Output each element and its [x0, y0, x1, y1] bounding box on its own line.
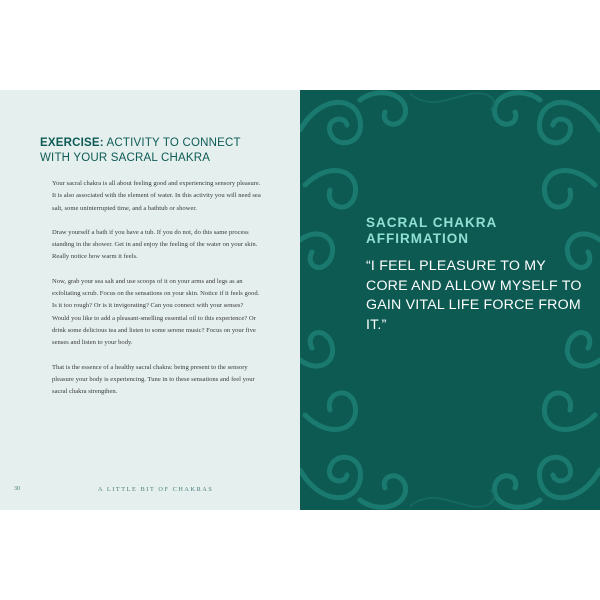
ornament-scroll — [539, 102, 600, 142]
body-paragraph: Now, grab your sea salt and use scoops of it on your arms and legs as an exfoliating scrub. Focus on the sensations on your skin. Notice if it feels good. Is it too rough? Or is it invigorating? Can you connect with your senses? Would you like to add a pleasant-smelling essential oil to this experience? Or drink some delicious tea and listen to some serene music? Focus on your five senses and listen to your body. — [52, 277, 260, 347]
page-number: 30 — [14, 486, 20, 492]
ornament-flourish — [410, 93, 494, 110]
ornament-scroll — [305, 171, 356, 208]
body-paragraph: Your sacral chakra is all about feeling good and experiencing sensory pleasure. It is also associated with the element of water. In this activity you will need sea salt, some uninterrupted time, and a bathtub or shower. — [52, 180, 261, 212]
exercise-body — [52, 178, 262, 410]
affirmation-quote: “I FEEL PLEASURE TO MY CORE AND ALLOW MYSELF TO GAIN VITAL LIFE FORCE FROM IT.” — [366, 258, 582, 333]
exercise-heading-bold: EXERCISE: — [40, 137, 104, 149]
ornament-scroll — [300, 102, 361, 142]
right-page — [300, 90, 600, 510]
running-title: A LITTLE BIT OF CHAKRAS — [98, 486, 214, 493]
body-paragraph: Draw yourself a bath if you have a tub. If you do not, do this same process standing in the shower. Get in and enjoy the feeling of the water on your skin. Really notice how warm it feels. — [52, 228, 258, 261]
ornament-scroll — [494, 476, 540, 507]
exercise-heading-rest: ACTIVITY TO CONNECT WITH YOUR SACRAL CHAKRA — [40, 137, 241, 164]
ornament-scroll — [567, 332, 600, 366]
book-spread — [0, 90, 600, 510]
ornament-scroll — [300, 457, 361, 497]
ornament-flourish — [410, 490, 494, 507]
ornament-scroll — [305, 393, 356, 430]
ornament-scroll — [360, 93, 406, 124]
ornament-scroll — [544, 393, 595, 430]
ornament-scroll — [300, 332, 333, 366]
ornament-scroll — [539, 457, 600, 497]
exercise-heading — [40, 136, 270, 166]
affirmation-heading: SACRAL CHAKRA AFFIRMATION — [366, 215, 497, 246]
body-paragraph: That is the essence of a healthy sacral chakra: being present to the sensory pleasure your body is experiencing. Tune in to these sensations and feel your sacral chakra strengthen. — [52, 363, 255, 396]
left-page — [0, 90, 300, 510]
ornament-scroll — [300, 234, 333, 268]
ornament-scroll — [494, 93, 540, 124]
ornament-scroll — [544, 171, 595, 208]
ornament-scroll — [360, 476, 406, 507]
